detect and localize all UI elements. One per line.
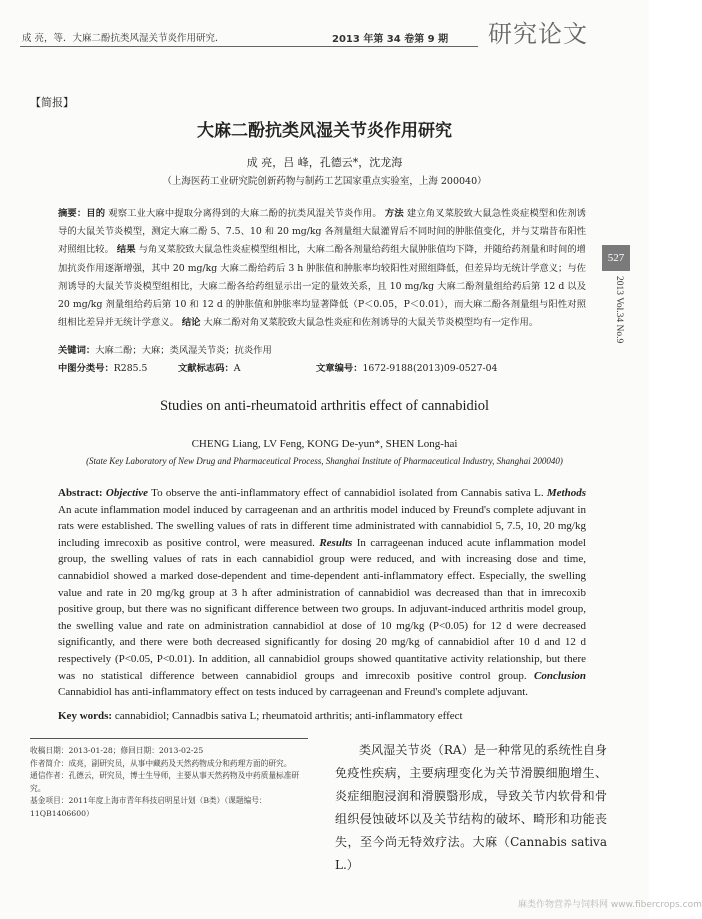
- keywords-label: 关键词：: [58, 345, 96, 356]
- conclusion-text: 大麻二酚对角叉菜胶致大鼠急性炎症和佐剂诱导的大鼠关节炎模型均有一定作用。: [203, 317, 539, 329]
- results-label: 结果: [116, 244, 136, 256]
- footnote-author-bio: 作者简介：成亮，副研究员，从事中藏药及天然药物成分和药理方面的研究。: [30, 758, 292, 768]
- classification-line: [58, 360, 586, 374]
- en-methods-label: Methods: [546, 487, 587, 499]
- article-type-tag: 【简报】: [30, 96, 74, 109]
- article-id-label: 文章编号：: [316, 363, 363, 374]
- english-title: Studies on anti-rheumatoid arthritis effect of cannabidiol: [159, 398, 490, 414]
- english-abstract: [58, 485, 586, 701]
- chinese-affiliation: （上海医药工业研究院创新药物与制药工艺国家重点实验室，上海 200040）: [162, 176, 487, 187]
- chinese-authors: 成 亮，吕 峰，孔德云*，沈龙海: [246, 156, 403, 169]
- objective-label: 目的: [86, 208, 106, 219]
- methods-text: 建立角叉菜胶致大鼠急性炎症模型和佐剂诱导的大鼠关节炎模型，测定大麻二酚 5、7.5、10 和 20 mg/kg 各剂量组大鼠灌胃后不同时间的肿胀值变化，并与艾瑞昔布阳性对照组比较。: [58, 208, 586, 256]
- en-conclusion-text: Cannabidiol has anti-inflammatory effect on tests induced by carrageenan and Freund's complete adjuvant.: [58, 686, 529, 699]
- chinese-keywords: [58, 342, 586, 356]
- en-keywords-label: Key words:: [58, 710, 113, 722]
- abstract-label: 摘要：: [58, 208, 87, 219]
- article-id-value: 1672-9188(2013)09-0527-04: [362, 363, 498, 374]
- en-abstract-label: Abstract:: [58, 487, 103, 499]
- footnote-dates: 收稿日期：2013-01-28；修回日期：2013-02-25: [30, 746, 204, 755]
- en-conclusion-label: Conclusion: [534, 669, 586, 682]
- en-methods-text: An acute inflammation model induced by carrageenan and an arthritis model induced by Freund's complete adjuvant in rats were established. The swelling values of rats in different time administrated with cannabidiol 5, 7.5, 10, 20 mg/kg including imrecoxib as positive control, were measured.: [58, 503, 586, 549]
- footnote-funding: 基金项目：2011年度上海市青年科技启明星计划（B类）（课题编号：11QB1406600）: [30, 796, 267, 818]
- methods-label: 方法: [384, 208, 404, 219]
- page-number: 527: [602, 245, 630, 271]
- en-objective-text: To observe the anti-inflammatory effect of cannabidiol isolated from Cannabis sativa L.: [148, 487, 547, 499]
- results-text: 与角叉菜胶致大鼠急性炎症模型组相比，大麻二酚各剂量给药组大鼠肿胀值均下降，并随给药剂量和时间的增加抗炎作用逐渐增强，其中 20 mg/kg 大麻二酚给药后 3 h 肿胀值和肿胀率均较阳性对照组降低，但差异均无统计学意义；与佐剂诱导的大鼠关节炎模型组相比，大麻二酚各给药组显示出一定的量效关系，且 10 mg/kg 大麻二酚剂量组给药后第 12 d 以及 20 mg/kg 剂量组给药后第 10 和 12 d 的肿胀值和肿胀率均显著降低（P＜0.05，P＜0.01），而大麻二酚各剂量组与阳性对照组相比差异并无统计学意义。: [58, 244, 586, 329]
- english-keywords: [58, 710, 586, 722]
- watermark: 麻类作物营养与饲料网 www.fibercrops.com: [518, 900, 702, 910]
- en-results-label: Results: [319, 536, 353, 549]
- header-rule: [20, 46, 478, 47]
- doc-code-value: A: [233, 363, 241, 374]
- objective-text: 观察工业大麻中提取分离得到的大麻二酚的抗类风湿关节炎作用。: [108, 208, 382, 219]
- footnote-rule: [30, 738, 308, 739]
- body-text: 类风湿关节炎（RA）是一种常见的系统性自身免疫性疾病，主要病理变化为关节滑膜细胞增生、炎症细胞浸润和滑膜翳形成，导致关节内软骨和骨组织侵蚀破坏以及关节结构的破坏、畸形和功能丧失，至今尚无特效疗法。大麻（Cannabis sativa L.）: [335, 743, 607, 872]
- doc-code-label: 文献标志码：: [178, 363, 234, 374]
- keywords-text: 大麻二酚；大麻；类风湿关节炎；抗炎作用: [95, 345, 272, 356]
- volume-info: 2013 Vol.34 No.9: [614, 276, 624, 344]
- section-name: 研究论文: [488, 20, 588, 48]
- footnote-corresponding: 通信作者：孔德云，研究员，博士生导师，主要从事天然药物及中药质量标准研究。: [30, 771, 300, 793]
- chinese-abstract: [58, 205, 586, 332]
- english-affiliation: (State Key Laboratory of New Drug and Pharmaceutical Process, Shanghai Institute of Pharmaceutical Industry, Shanghai 200040): [86, 456, 563, 466]
- chinese-title: 大麻二酚抗类风湿关节炎作用研究: [197, 121, 452, 141]
- en-objective-label: Objective: [105, 487, 149, 499]
- en-results-text: In carrageenan induced acute inflammation model group, the swelling values of rats in each cannabidiol group were reduced, and with increasing dose and time, cannabidiol showed a marked dose-dependent and time-dependent anti-inflammatory effect. Especially, the swelling value and rate in 20 mg/kg group at 3 h after administration of cannabidiol was decreased than that in imrecoxib positive group, but there was no significant difference between two groups. In adjuvant-induced arthritis model group, the swelling value and rate on administration cannabidiol at dose of 10 mg/kg (P<0.05) for 12 d were decreased significantly, and there were both decreased significantly for dosing 20 mg/kg of cannabidiol after 10 d and 12 d respectively (P<0.05, P<0.01). In addition, all cannabidiol groups showed quantitative activity relationship, but there was no statistical difference between cannabidiol groups and imrecoxib positive control group.: [58, 536, 586, 682]
- english-authors: CHENG Liang, LV Feng, KONG De-yun*, SHEN Long-hai: [191, 438, 458, 450]
- footnotes: [30, 745, 308, 821]
- class-value: R285.5: [113, 363, 148, 374]
- en-keywords-text: cannabidiol; Cannadbis sativa L; rheumatoid arthritis; anti-inflammatory effect: [112, 710, 463, 722]
- running-title: 成 亮，等．大麻二酚抗类风湿关节炎作用研究．: [22, 33, 225, 44]
- conclusion-label: 结论: [181, 317, 201, 329]
- issue-info: 2013 年第 34 卷第 9 期: [332, 34, 449, 45]
- class-label: 中图分类号：: [58, 363, 114, 374]
